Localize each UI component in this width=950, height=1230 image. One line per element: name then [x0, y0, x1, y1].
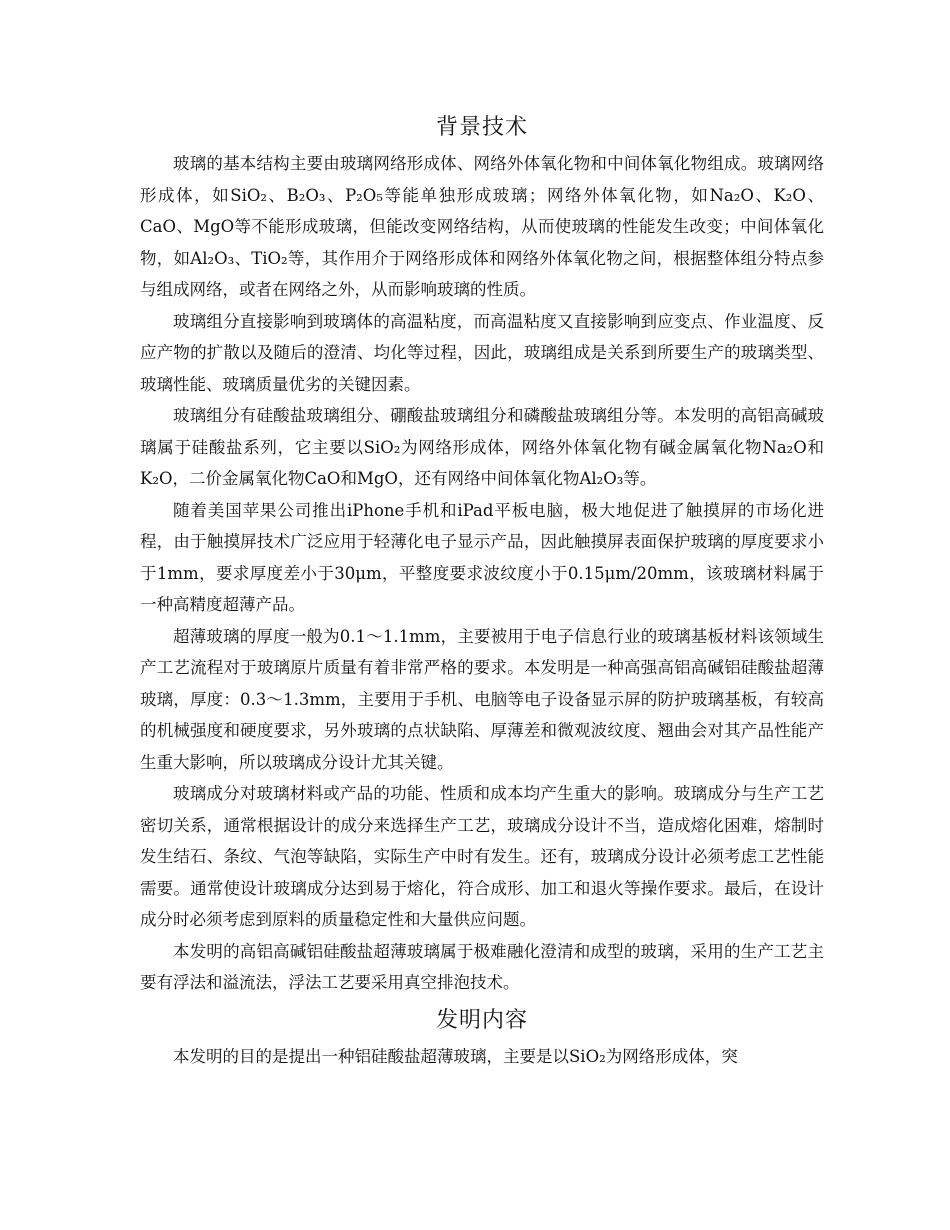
section-title-invention-content: 发明内容 — [435, 1007, 528, 1033]
paragraph: 玻璃成分对玻璃材料或产品的功能、性质和成本均产生重大的影响。玻璃成分与生产工艺密切关系，通常根据设计的成分来选择生产工艺，玻璃成分设计不当，造成熔化困难，熔制时发生结石、条纹、气泡等缺陷，实际生产中时有发生。还有，玻璃成分设计必须考虑工艺性能需要。通常使设计玻璃成分达到易于熔化，符合成形、加工和退火等操作要求。最后，在设计成分时必须考虑到原料的质量稳定性和大量供应问题。 — [140, 784, 824, 929]
document-page — [140, 108, 824, 1072]
section-title-background: 背景技术 — [435, 115, 528, 140]
paragraph: 玻璃组分直接影响到玻璃体的高温粘度，而高温粘度又直接影响到应变点、作业温度、反应产物的扩散以及随后的澄清、均化等过程，因此，玻璃组成是关系到所要生产的玻璃类型、玻璃性能、玻璃质量优劣的关键因素。 — [140, 311, 824, 394]
paragraph: 本发明的目的是提出一种铝硅酸盐超薄玻璃，主要是以SiO₂为网络形成体，突 — [173, 1046, 738, 1066]
paragraph: 玻璃组分有硅酸盐玻璃组分、硼酸盐玻璃组分和磷酸盐玻璃组分等。本发明的高铝高碱玻璃属于硅酸盐系列，它主要以SiO₂为网络形成体，网络外体氧化物有碱金属氧化物Na₂O和K₂O，二价金属氧化物CaO和MgO，还有网络中间体氧化物Al₂O₃等。 — [140, 406, 824, 488]
paragraph: 玻璃的基本结构主要由玻璃网络形成体、网络外体氧化物和中间体氧化物组成。玻璃网络形成体，如SiO₂、B₂O₃、P₂O₅等能单独形成玻璃；网络外体氧化物，如Na₂O、K₂O、CaO、MgO等不能形成玻璃，但能改变网络结构，从而使玻璃的性能发生改变；中间体氧化物，如Al₂O₃、TiO₂等，其作用介于网络形成体和网络外体氧化物之间，根据整体组分特点参与组成网络，或者在网络之外，从而影响玻璃的性质。 — [140, 154, 824, 299]
paragraph: 本发明的高铝高碱铝硅酸盐超薄玻璃属于极难融化澄清和成型的玻璃，采用的生产工艺主要有浮法和溢流法，浮法工艺要采用真空排泡技术。 — [140, 941, 824, 992]
paragraph: 随着美国苹果公司推出iPhone手机和iPad平板电脑，极大地促进了触摸屏的市场化进程，由于触摸屏技术广泛应用于轻薄化电子显示产品，因此触摸屏表面保护玻璃的厚度要求小于1mm，要求厚度差小于30μm，平整度要求波纹度小于0.15μm/20mm，该玻璃材料属于一种高精度超薄产品。 — [140, 500, 824, 614]
paragraph: 超薄玻璃的厚度一般为0.1～1.1mm，主要被用于电子信息行业的玻璃基板材料该领域生产工艺流程对于玻璃原片质量有着非常严格的要求。本发明是一种高强高铝高碱铝硅酸盐超薄玻璃，厚度：0.3～1.3mm，主要用于手机、电脑等电子设备显示屏的防护玻璃基板，有较高的机械强度和硬度要求，另外玻璃的点状缺陷、厚薄差和微观波纹度、翘曲会对其产品性能产生重大影响，所以玻璃成分设计尤其关键。 — [140, 626, 824, 772]
